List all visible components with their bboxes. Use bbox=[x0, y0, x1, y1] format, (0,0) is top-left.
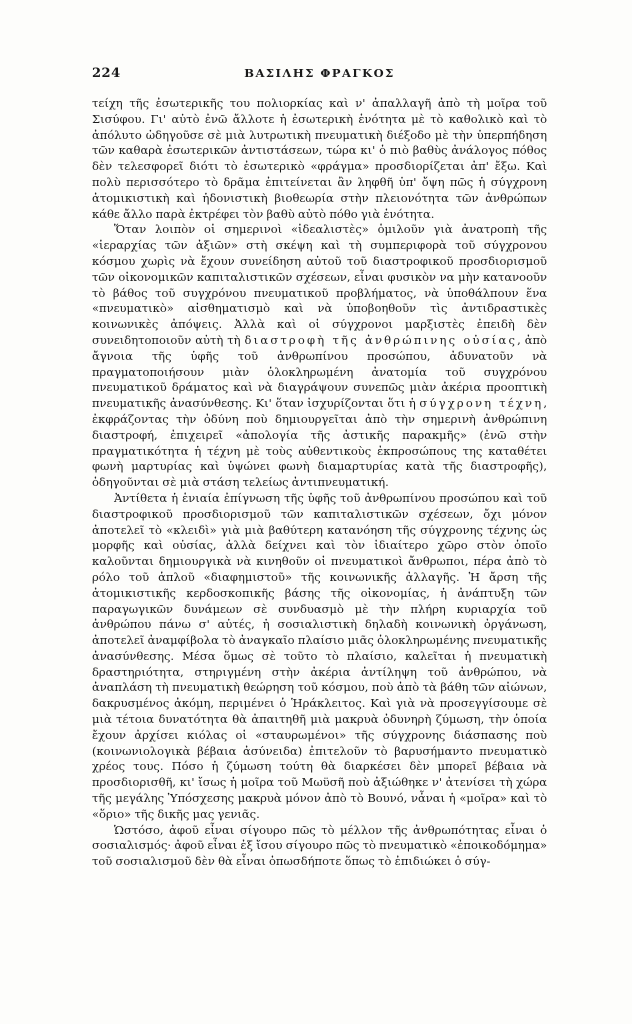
text-run: , ἀπὸ ἄγνοια τῆς ὑφῆς τοῦ ἀνθρωπίνου προσώπου, ἀδυνατοῦν νὰ πραγματοποιήσουν μιὰν ὁλοκληρωμένη ἀνατομία τοῦ συγχρόνου πνευματικοῦ δράματος καὶ νὰ διαγράψουν συνεπῶς μιὰν ἀκέρια προοπτικὴ πνευματικῆς ἀνασύνθεσης. Κι' ὅταν ἰσχυρίζονται ὅτι ἡ bbox=[92, 332, 547, 411]
paragraph bbox=[92, 491, 547, 823]
page-header bbox=[92, 66, 547, 88]
text-run: Ἀντίθετα ἡ ἑνιαία ἐπίγνωση τῆς ὑφῆς τοῦ ἀνθρωπίνου προσώπου καὶ τοῦ διαστροφικοῦ προσδιορισμοῦ τῶν καπιταλιστικῶν σχέσεων, ὄχι μόνον ἀποτελεῖ τὸ «κλειδὶ» γιὰ μιὰ βαθύτερη κατανόηση τῆς σύγχρονης τέχνης ὡς μορφῆς καὶ οὐσίας, ἀλλὰ δείχνει καὶ τὸν ἰδιαίτερο χῶρο στὸν ὁποῖο καλοῦνται δημιουργικὰ νὰ κινηθοῦν οἱ πνευματικοὶ ἄνθρωποι, πέρα ἀπὸ τὸ ρόλο τοῦ ἁπλοῦ «διαφημιστοῦ» τῆς κοινωνικῆς ἀλλαγῆς. Ἡ ἄρση τῆς ἀτομικιστικῆς κερδοσκοπικῆς βάσης τῆς οἰκονομίας, ἡ ἀνάπτυξη τῶν παραγωγικῶν δυνάμεων σὲ συνδυασμὸ μὲ τὴν πλήρη κυριαρχία τοῦ ἀνθρώπου πάνω σ' αὐτές, ἡ σοσιαλιστικὴ δηλαδὴ κοινωνικὴ ὀργάνωση, ἀποτελεῖ ἀναμφίβολα τὸ ἀναγκαῖο πλαίσιο μιᾶς ὁλοκληρωμένης πνευματικῆς ἀνασύνθεσης. Μέσα ὅμως σὲ τοῦτο τὸ πλαίσιο, καλεῖται ἡ πνευματικὴ δραστηριότητα, στηριγμένη στὴν ἀκέρια ἀντίληψη τοῦ ἀνθρώπου, νὰ ἀναπλάση τὴ πνευματικὴ θεώρηση τοῦ κόσμου, ποὺ ἀπὸ τὰ βάθη τῶν αἰώνων, δακρυσμένος ἀκόμη, περιμένει ὁ Ἡράκλειτος. Καὶ γιὰ νὰ προσεγγίσουμε σὲ μιὰ τέτοια δυνατότητα θὰ ἀπαιτηθῆ μιὰ μακρυὰ ὀδυνηρὴ ζύμωση, τὴν ὁποία ἔχουν ἀρχίσει κιόλας οἱ «σταυρωμένοι» τῆς σύγχρονης διάσπασης ποὺ (κοινωνιολογικὰ βέβαια ἀσύνειδα) ἐπιτελοῦν τὸ βαρυσήμαντο πνευματικὸ χρέος τους. Πόσο ἡ ζύμωση τούτη θὰ διαρκέσει δὲν μπορεῖ βέβαια νὰ προσδιορισθῆ, κι' ἴσως ἡ μοῖρα τοῦ Μωϋσῆ ποὺ ἀξιώθηκε ν' ἀτενίσει τὴ χώρα τῆς μεγάλης Ὑπόσχεσης μακρυὰ μόνον ἀπὸ τὸ Βουνό, νἆναι ἡ «μοῖρα» καὶ τὸ «ὅριο» τῆς δικῆς μας γενιᾶς. bbox=[92, 490, 547, 821]
spaced-emphasis: σύγχρονη τέχνη bbox=[419, 396, 544, 411]
page-number: 224 bbox=[92, 66, 121, 81]
running-head-author: ΒΑΣΙΛΗΣ ΦΡΑΓΚΟΣ bbox=[244, 66, 395, 80]
text-run: τείχη τῆς ἐσωτερικῆς του πολιορκίας καὶ ν' ἀπαλλαγῆ ἀπὸ τὴ μοῖρα τοῦ Σισύφου. Γι' αὐτὸ ἐνῶ ἄλλοτε ἡ ἐσωτερικὴ ἑνότητα μὲ τὸ καθολικὸ καὶ τὸ ἀπόλυτο ὡδηγοῦσε σὲ μιὰ λυτρωτικὴ πνευματικὴ διέξοδο μὲ τὴν ὑπερπήδηση τῶν καθαρὰ ἐσωτερικῶν ἀντιστάσεων, τώρα κι' ὁ πιὸ βαθὺς ἀνάλογος πόθος δὲν τελεσφορεῖ διότι τὸ ἐσωτερικὸ «φράγμα» προσδιορίζεται ἀπ' ἔξω. Καὶ πολὺ περισσότερο τὸ δρᾶμα ἐπιτείνεται ἂν ληφθῆ ὑπ' ὄψη πῶς ἡ σύγχρονη ἀτομικιστικὴ καὶ ἡδονιστικὴ βιοθεωρία στὴν πλειονότητα τῶν ἀνθρώπων κάθε ἄλλο παρὰ ἐκτρέφει τὸν βαθὺ αὐτὸ πόθο γιὰ ἑνότητα. bbox=[92, 96, 547, 221]
spaced-emphasis: διαστροφὴ τῆς ἀνθρώπινης οὐσίας bbox=[244, 332, 518, 347]
text-run: Ὡστόσο, ἀφοῦ εἶναι σίγουρο πῶς τὸ μέλλον τῆς ἀνθρωπότητας εἶναι ὁ σοσιαλισμός· ἀφοῦ εἶναι ἐξ ἴσου σίγουρο πῶς τὸ πνευματικὸ «ἐποικοδόμημα» τοῦ σοσιαλισμοῦ δὲν θὰ εἶναι ὁπωσδήποτε ὅπως τὸ ἐπιδιώκει ὁ σύγ- bbox=[92, 822, 547, 869]
paragraph bbox=[92, 222, 547, 491]
paragraph bbox=[92, 823, 547, 870]
text-run: Ὅταν λοιπὸν οἱ σημερινοὶ «ἰδεαλιστὲς» ὁμιλοῦν γιὰ ἀνατροπὴ τῆς «ἱεραρχίας τῶν ἀξιῶν» στὴ σκέψη καὶ τὴ συμπεριφορὰ τοῦ σύγχρονου κόσμου χωρὶς νὰ ἔχουν συνείδηση αὐτοῦ τοῦ διαστροφικοῦ προσδιορισμοῦ τῶν οἰκονομικῶν καπιταλιστικῶν σχέσεων, εἶναι φυσικὸν να μὴν κατανοοῦν τὸ βάθος τοῦ συγχρόνου πνευματικοῦ προβλήματος, νὰ ὑποθάλπουν ἕνα «πνευματικὸ» αἰσθηματισμὸ καὶ νὰ ὑποβοηθοῦν τὶς ἀντιδραστικὲς κοινωνικὲς ἀπόψεις. Ἀλλὰ καὶ οἱ σύγχρονοι μαρξιστὲς ἐπειδὴ δὲν συνειδητοποιοῦν αὐτὴ τὴ bbox=[92, 222, 547, 347]
text-run: , ἐκφράζοντας τὴν ὀδύνη ποὺ δημιουργεῖται ἀπὸ τὴν σημερινὴ ἀνθρώπινη διαστροφή, ἐπιχειρεῖ «ἀπολογία τῆς ἀστικῆς παρακμῆς» (ἐνῶ στὴν πραγματικότητα ἡ τέχνη μὲ τοὺς αὐθεντικοὺς ἐκπροσώπους της καταθέτει φωνὴ μαρτυρίας καὶ ὑψώνει φωνὴ διαμαρτυρίας κατὰ τῆς διαστροφῆς), ὁδηγοῦνται σὲ μιὰ στάση τελείως ἀντιπνευματική. bbox=[92, 396, 547, 490]
body-text bbox=[92, 96, 547, 870]
paragraph bbox=[92, 96, 547, 222]
